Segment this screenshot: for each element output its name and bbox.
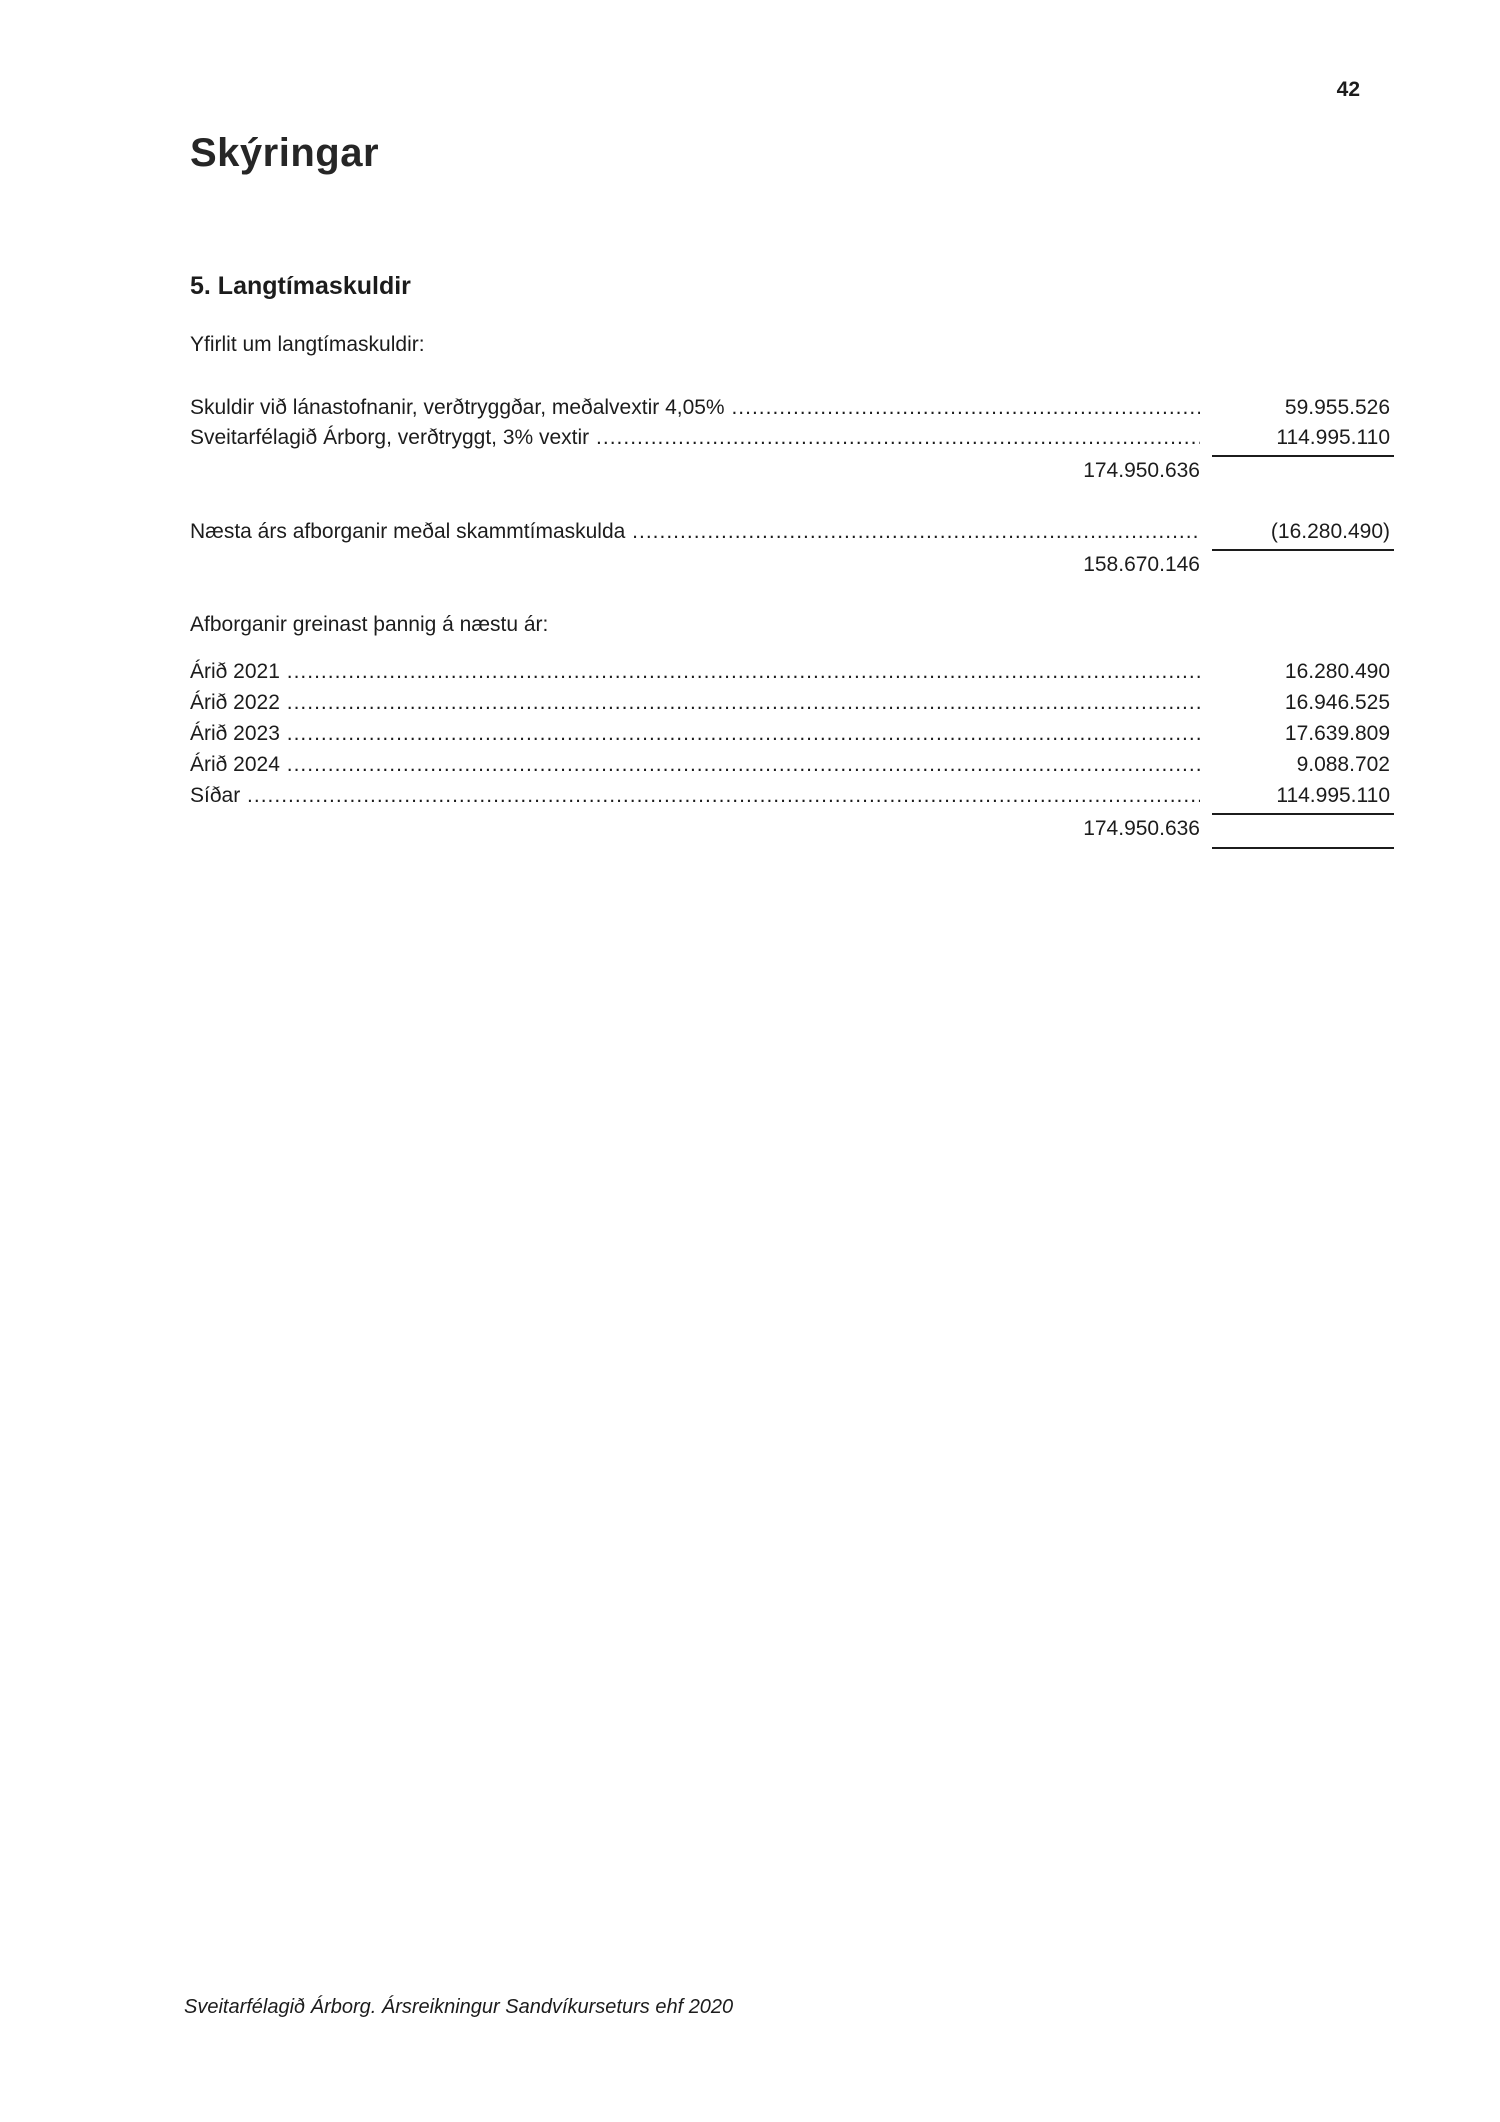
schedule-row-label: Árið 2021 ..... (190, 657, 1200, 687)
schedule-total: 174.950.636 (1083, 817, 1200, 840)
footer-text: Sveitarfélagið Árborg. Ársreikningur Sandvíkurseturs ehf 2020 (184, 1996, 734, 2018)
schedule-row-value: 17.639.809 (1284, 722, 1390, 745)
schedule-row (190, 657, 1400, 687)
page-number: 42 (1336, 78, 1360, 101)
schedule-total-rule (1212, 813, 1394, 815)
schedule-row-label: Síðar ..... (190, 781, 1200, 811)
net-total-rule (1212, 549, 1394, 551)
page-title: Skýringar (190, 131, 380, 175)
overview-label: Yfirlit um langtímaskuldir: (190, 333, 425, 356)
loan-row (190, 393, 1400, 423)
schedule-row (190, 781, 1400, 811)
loan-value: 59.955.526 (1284, 396, 1390, 419)
current-portion-row (190, 517, 1400, 547)
loans-total: 174.950.636 (1083, 459, 1200, 482)
schedule-row (190, 750, 1400, 780)
schedule-row-value: 114.995.110 (1276, 784, 1390, 807)
loan-label: Sveitarfélagið Árborg, verðtryggt, 3% vextir ..... (190, 423, 1200, 453)
schedule-row-value: 16.280.490 (1284, 660, 1390, 683)
schedule-row (190, 688, 1400, 718)
current-portion-label: Næsta árs afborganir meðal skammtímaskulda ..... (190, 517, 1200, 547)
schedule-row-value: 9.088.702 (1296, 753, 1390, 776)
schedule-row-value: 16.946.525 (1284, 691, 1390, 714)
schedule-row-label: Árið 2023 ..... (190, 719, 1200, 749)
loan-value: 114.995.110 (1276, 426, 1390, 449)
schedule-label: Afborganir greinast þannig á næstu ár: (190, 613, 549, 636)
current-portion-value: (16.280.490) (1270, 520, 1390, 543)
schedule-total-underline (1212, 847, 1394, 849)
schedule-row-label: Árið 2022 ..... (190, 688, 1200, 718)
net-total: 158.670.146 (1083, 553, 1200, 576)
schedule-row-label: Árið 2024 ..... (190, 750, 1200, 780)
subtotal-rule (1212, 455, 1394, 457)
loan-label: Skuldir við lánastofnanir, verðtryggðar, meðalvextir 4,05% ..... (190, 393, 1200, 423)
schedule-row (190, 719, 1400, 749)
section-heading: 5. Langtímaskuldir (190, 272, 411, 300)
loan-row (190, 423, 1400, 453)
